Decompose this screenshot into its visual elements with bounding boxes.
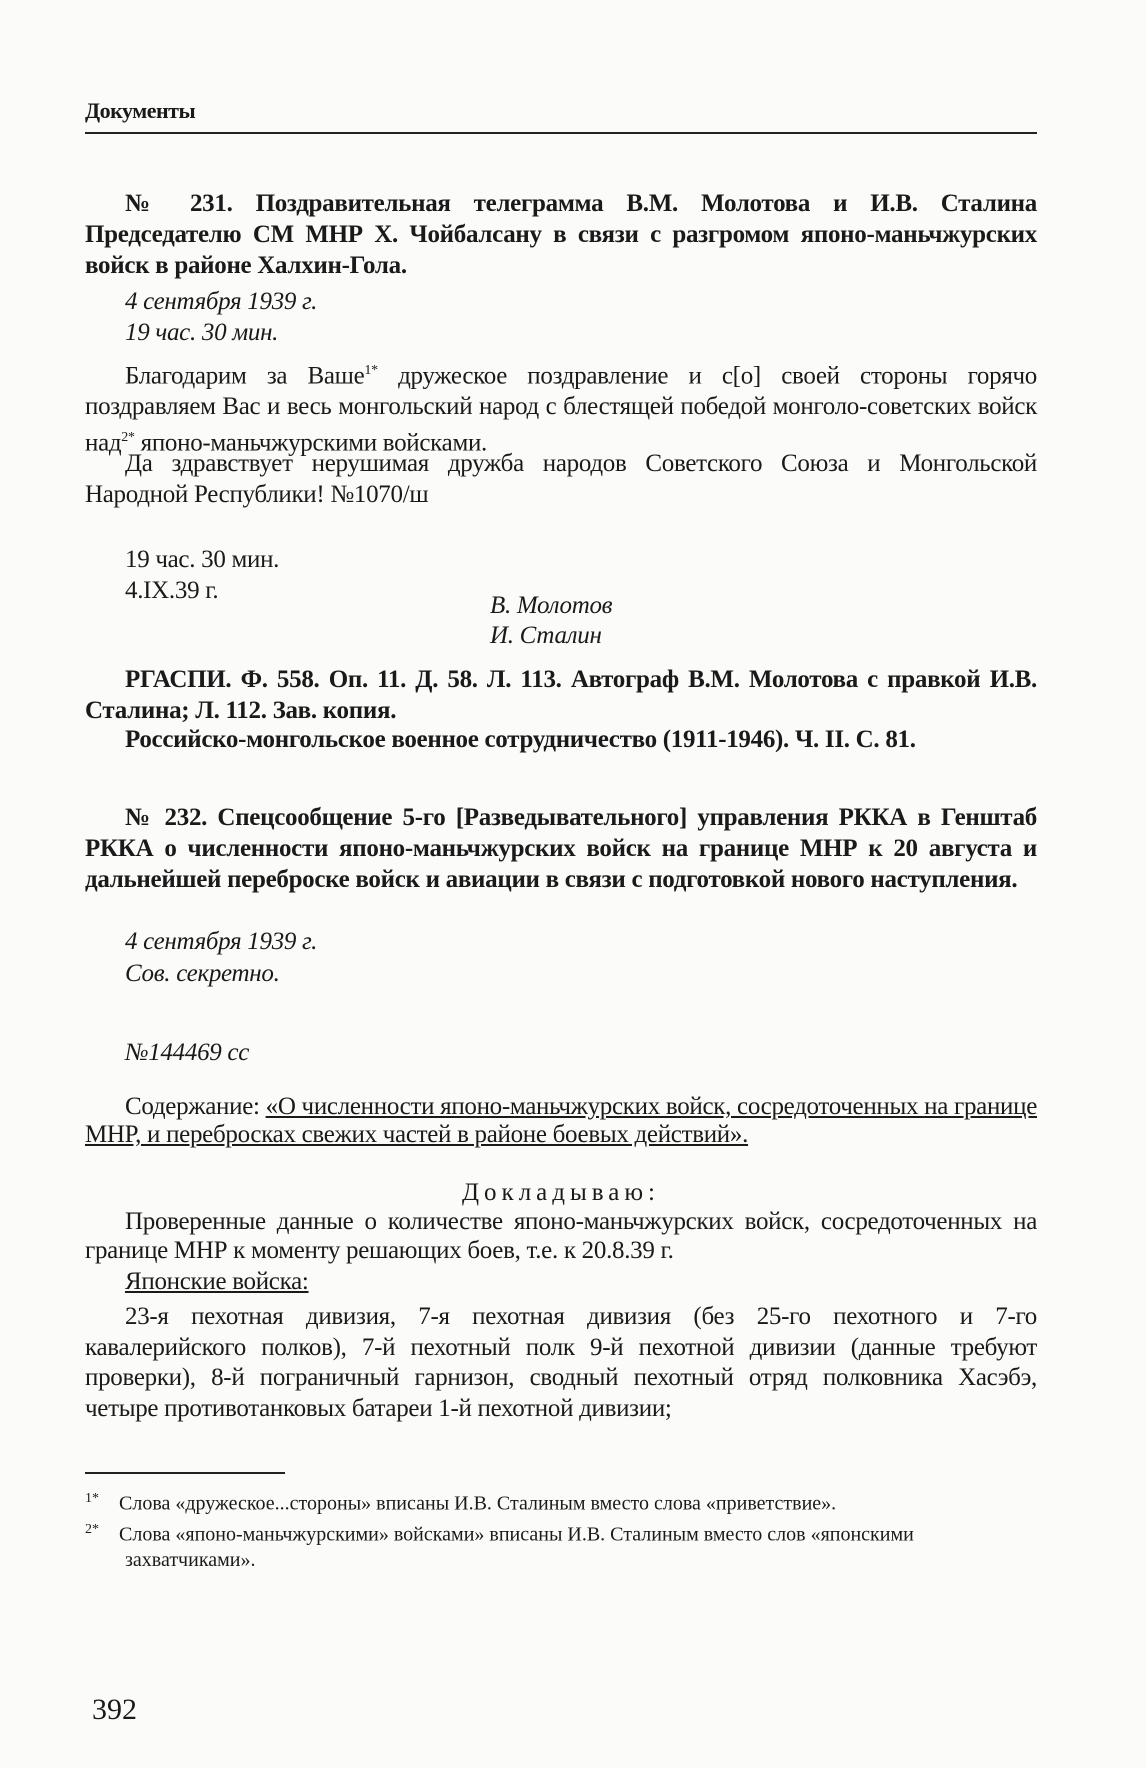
doc231-dateline bbox=[85, 286, 1037, 348]
doc231-date: 4 сентября 1939 г. bbox=[125, 288, 318, 315]
footnote-ref: 2* bbox=[121, 430, 135, 446]
doc231-title: № 231. Поздравительная телеграмма В.М. Молотова и И.В. Сталина Председателю СМ МНР Х. Чойбалсану в связи с разгромом японо-маньчжурских войск в районе Халхин-Гола. bbox=[85, 190, 1037, 279]
content-text: «О численности японо-маньчжурских войск, сосредоточенных на границе МНР, и перебросках свежих частей в районе боевых действий». bbox=[85, 1093, 1038, 1148]
footnote-text: Слова «японо-маньчжурскими» войсками» вписаны И.В. Сталиным вместо слов «японскими захватчиками». bbox=[119, 1523, 914, 1572]
footnote-mark: 2* bbox=[85, 1521, 99, 1537]
footnote-ref: 1* bbox=[364, 363, 378, 378]
footnote-rule bbox=[85, 1472, 285, 1474]
body-text: японо-маньчжурскими войсками. bbox=[134, 429, 487, 457]
report-heading: Докладываю: bbox=[462, 1179, 660, 1206]
signature-stalin: И. Сталин bbox=[490, 622, 602, 649]
doc232-classification: Сов. секретно. bbox=[125, 960, 280, 987]
doc232-title: № 232. Спецсообщение 5-го [Разведывательного] управления РККА в Генштаб РККА о численности японо-маньчжурских войск на границе МНР к 20 августа и дальнейшей переброске войск и авиации в связи с подготовкой нового наступления. bbox=[85, 804, 1037, 893]
doc232-content bbox=[85, 1093, 1037, 1149]
doc232-number: №144469 сс bbox=[125, 1039, 250, 1066]
footnote-text: Слова «дружеское...стороны» вписаны И.В. Сталиным вместо слова «приветствие». bbox=[119, 1492, 837, 1515]
footnote-1 bbox=[85, 1486, 1037, 1517]
body-text: Благодарим за Ваше bbox=[125, 362, 365, 390]
doc231-body-2: Да здравствует нерушимая дружба народов Советского Союза и Монгольской Народной Республики! №1070/ш bbox=[85, 450, 1037, 508]
doc231-time: 19 час. 30 мин. bbox=[125, 319, 279, 346]
header-rule bbox=[85, 132, 1037, 134]
doc232-date: 4 сентября 1939 г. bbox=[125, 928, 318, 955]
page-number: 392 bbox=[92, 1693, 137, 1726]
body-text: дружеское поздравление и с[о] своей стороны горячо поздравляем Вас и весь монгольский народ с блестящей победой монголо-советских войск над bbox=[85, 362, 1037, 457]
doc231-source: РГАСПИ. Ф. 558. Оп. 11. Д. 58. Л. 113. Автограф В.М. Молотова с правкой И.В. Сталина; Л. 112. Зав. копия. bbox=[85, 666, 1037, 724]
doc232-para-1: Проверенные данные о количестве японо-маньчжурских войск, сосредоточенных на границе МНР к моменту решающих боев, т.е. к 20.8.39 г. bbox=[85, 1208, 1037, 1264]
doc232-para-2: 23-я пехотная дивизия, 7-я пехотная дивизия (без 25-го пехотного и 7-го кавалерийского полков), 7-й пехотный полк 9-й пехотной дивизии (данные требуют проверки), 8-й пограничный гарнизон, сводный пехотный отряд полковника Хасэбэ, четыре противотанковых батареи 1-й пехотной дивизии; bbox=[85, 1303, 1037, 1422]
doc231-sent-time: 19 час. 30 мин. bbox=[125, 546, 280, 573]
content-label: Содержание: bbox=[125, 1093, 266, 1120]
signature-molotov: В. Молотов bbox=[490, 592, 613, 619]
running-header: Документы bbox=[85, 98, 196, 123]
doc232-subheading-wrap bbox=[85, 1266, 1037, 1297]
doc232-subheading: Японские войска: bbox=[125, 1268, 309, 1295]
doc232-dateline bbox=[85, 926, 1037, 990]
doc231-source-2: Российско-монгольское военное сотрудничество (1911-1946). Ч. II. С. 81. bbox=[125, 726, 916, 753]
doc231-sent-date: 4.IX.39 г. bbox=[125, 577, 219, 604]
doc231-body-1 bbox=[85, 355, 1037, 459]
footnotes bbox=[85, 1486, 1037, 1573]
footnote-mark: 1* bbox=[85, 1491, 99, 1506]
footnote-2 bbox=[85, 1517, 1037, 1574]
